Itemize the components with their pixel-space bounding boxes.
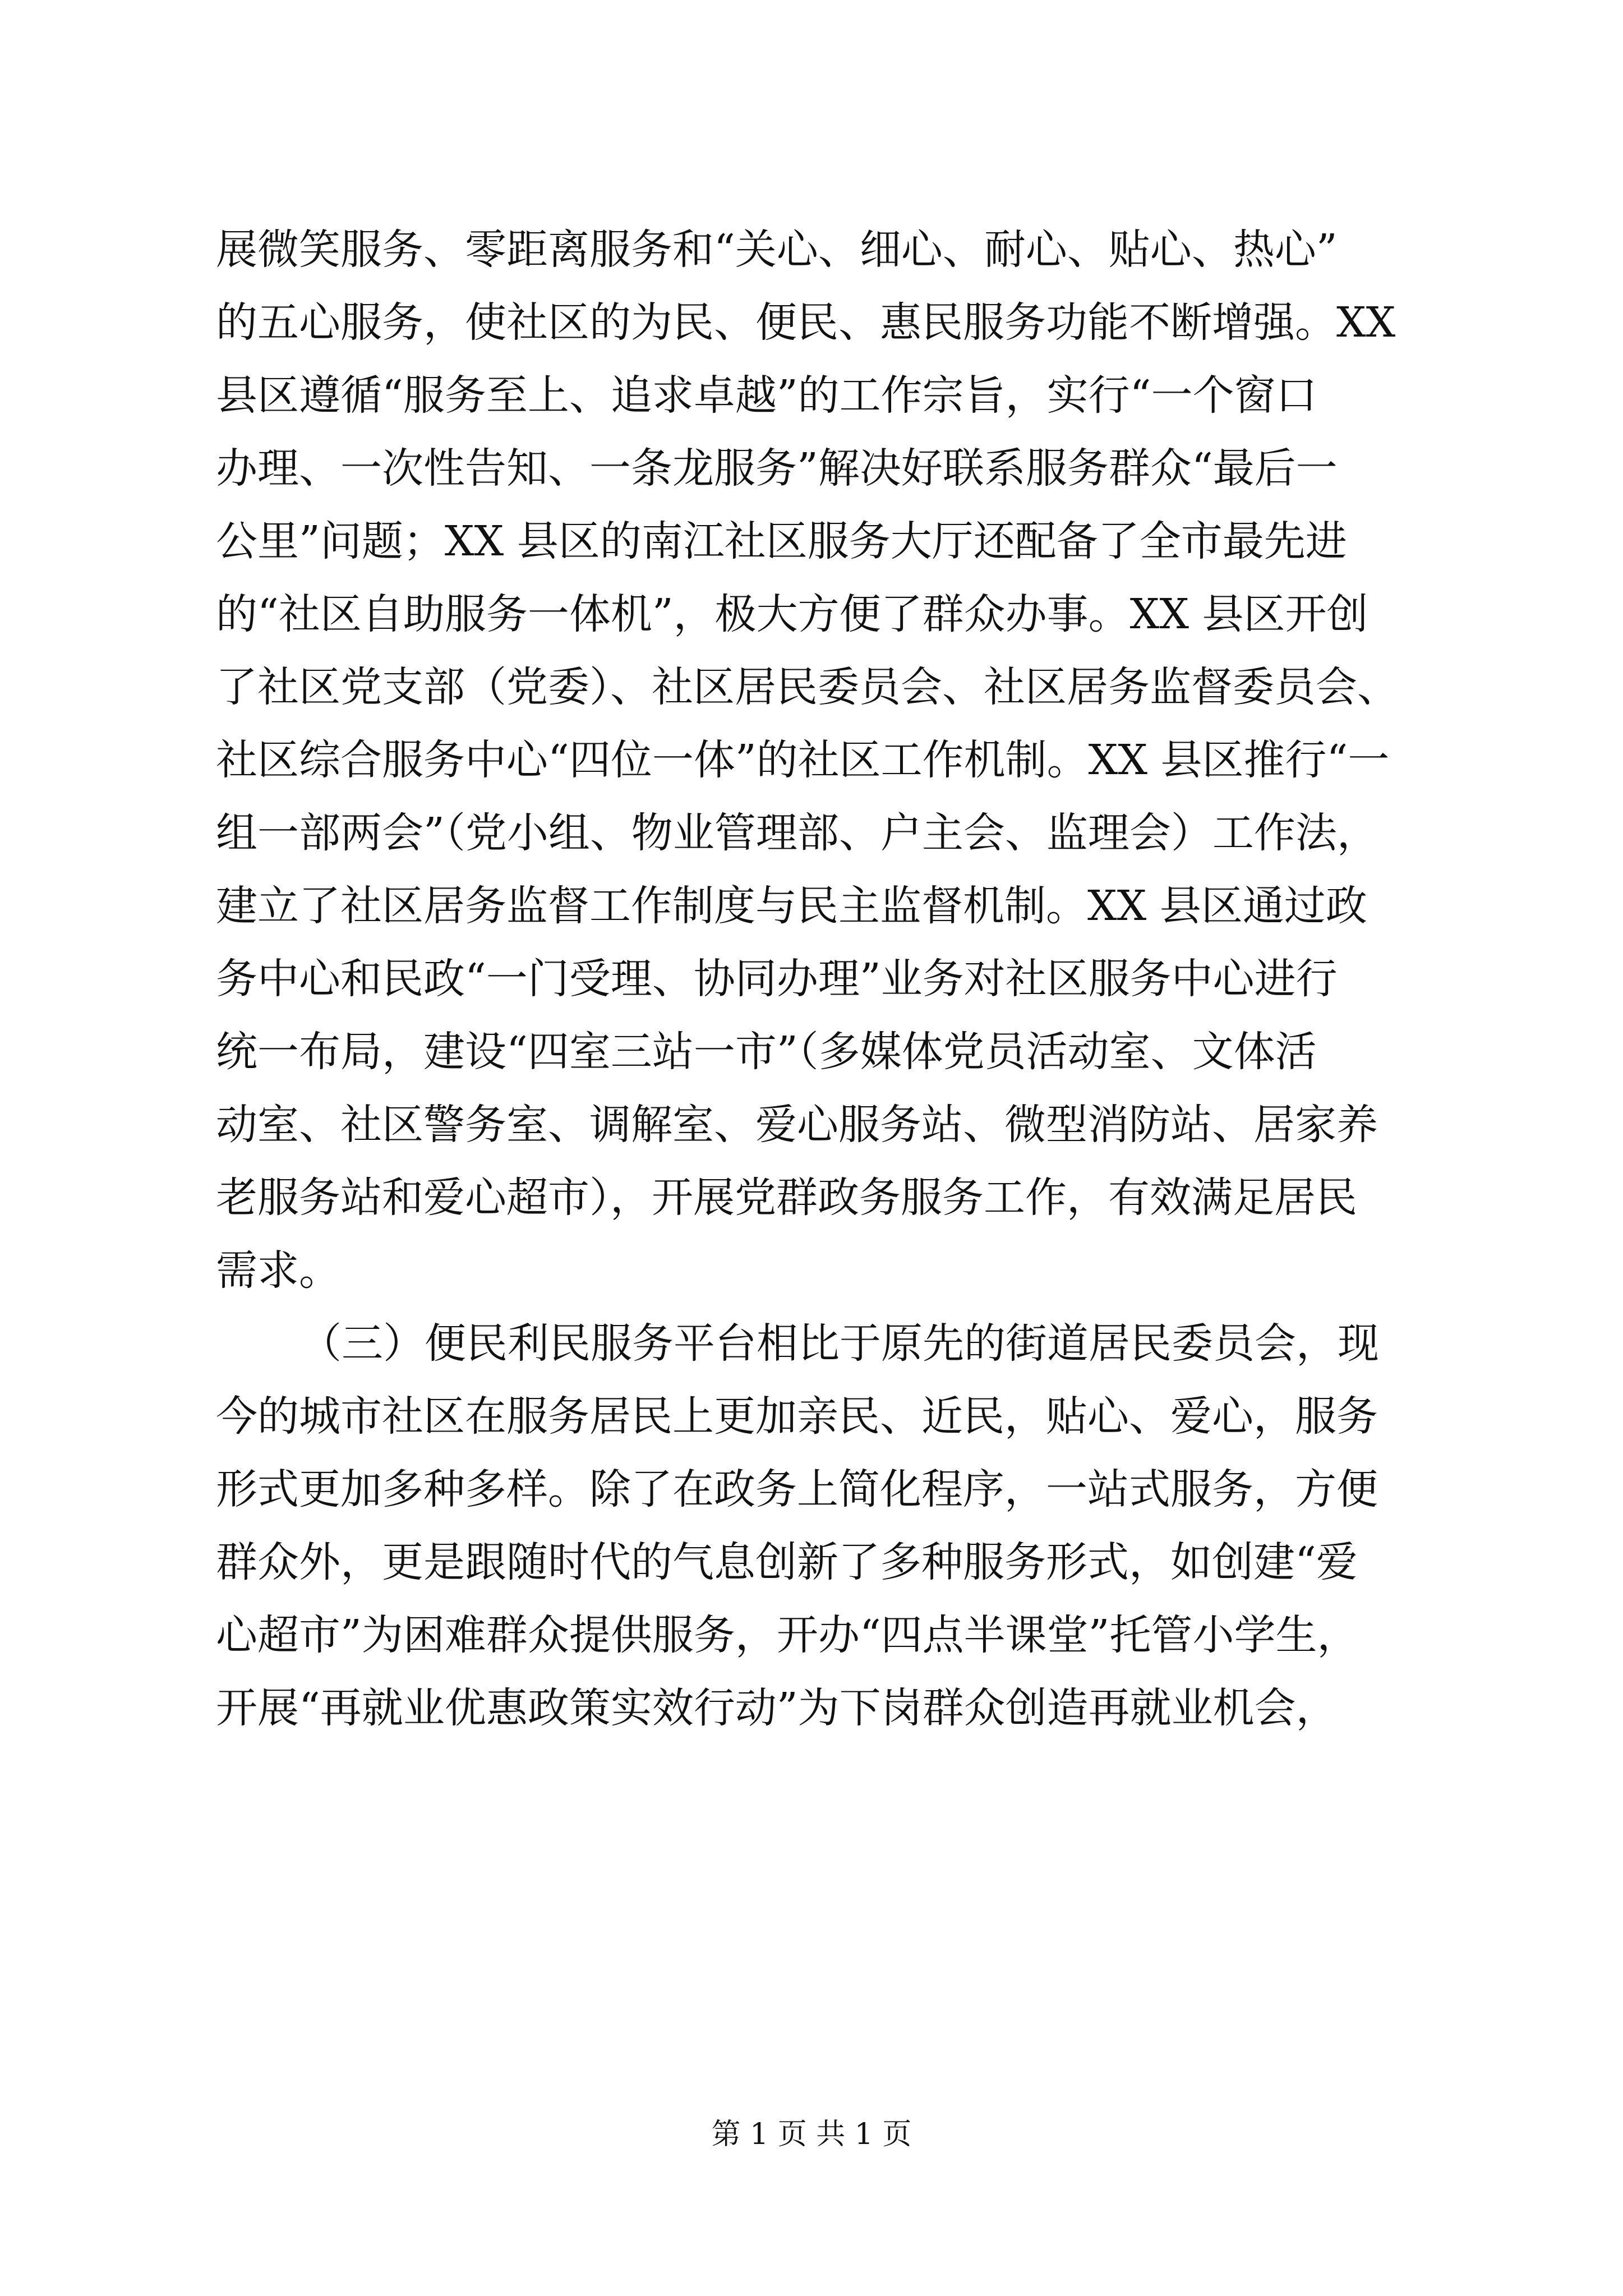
text-line-4: 办理、一次性告知、一条龙服务”解决好联系服务群众“最后一: [216, 444, 1338, 493]
text-line-1: 展微笑服务、零距离服务和“关心、细心、耐心、贴心、热心”: [216, 226, 1338, 274]
text-line-18: 形式更加多种多样。除了在政务上简化程序，一站式服务，方便: [216, 1465, 1378, 1513]
text-line-15: 需求。: [216, 1246, 340, 1295]
text-line-21: 开展“再就业优惠政策实效行动”为下岗群众创造再就业机会，: [216, 1684, 1338, 1732]
page-footer: 第 1 页 共 1 页: [711, 2118, 912, 2151]
text-line-19: 群众外，更是跟随时代的气息创新了多种服务形式，如创建“爱: [216, 1538, 1358, 1586]
text-line-20: 心超市”为困难群众提供服务，开办“四点半课堂”托管小学生，: [216, 1611, 1359, 1659]
text-line-7: 了社区党支部（党委）、社区居民委员会、社区居务监督委员会、: [216, 663, 1399, 711]
text-line-11: 务中心和民政“一门受理、协同办理”业务对社区服务中心进行: [216, 955, 1338, 1003]
text-line-9: 组一部两会”（党小组、物业管理部、户主会、监理会）工作法，: [216, 809, 1378, 857]
text-line-5: 公里”问题；XX 县区的南江社区服务大厅还配备了全市最先进: [216, 517, 1347, 565]
text-line-8: 社区综合服务中心“四位一体”的社区工作机制。XX 县区推行“一: [216, 736, 1390, 784]
text-line-10: 建立了社区居务监督工作制度与民主监督机制。XX 县区通过政: [216, 882, 1367, 930]
text-line-3: 县区遵循“服务至上、追求卓越”的工作宗旨，实行“一个窗口: [216, 371, 1317, 420]
text-line-2: 的五心服务，使社区的为民、便民、惠民服务功能不断增强。XX: [216, 298, 1396, 347]
text-line-14: 老服务站和爱心超市），开展党群政务服务工作，有效满足居民: [216, 1174, 1357, 1222]
text-line-6: 的“社区自助服务一体机”，极大方便了群众办事。XX 县区开创: [216, 590, 1368, 638]
text-line-12: 统一布局，建设“四室三站一市”（多媒体党员活动室、文体活: [216, 1028, 1317, 1076]
text-line-13: 动室、社区警务室、调解室、爱心服务站、微型消防站、居家养: [216, 1101, 1378, 1149]
text-line-16: （三）便民利民服务平台相比于原先的街道居民委员会，现: [300, 1319, 1379, 1368]
text-line-17: 今的城市社区在服务居民上更加亲民、近民，贴心、爱心，服务: [216, 1392, 1378, 1441]
